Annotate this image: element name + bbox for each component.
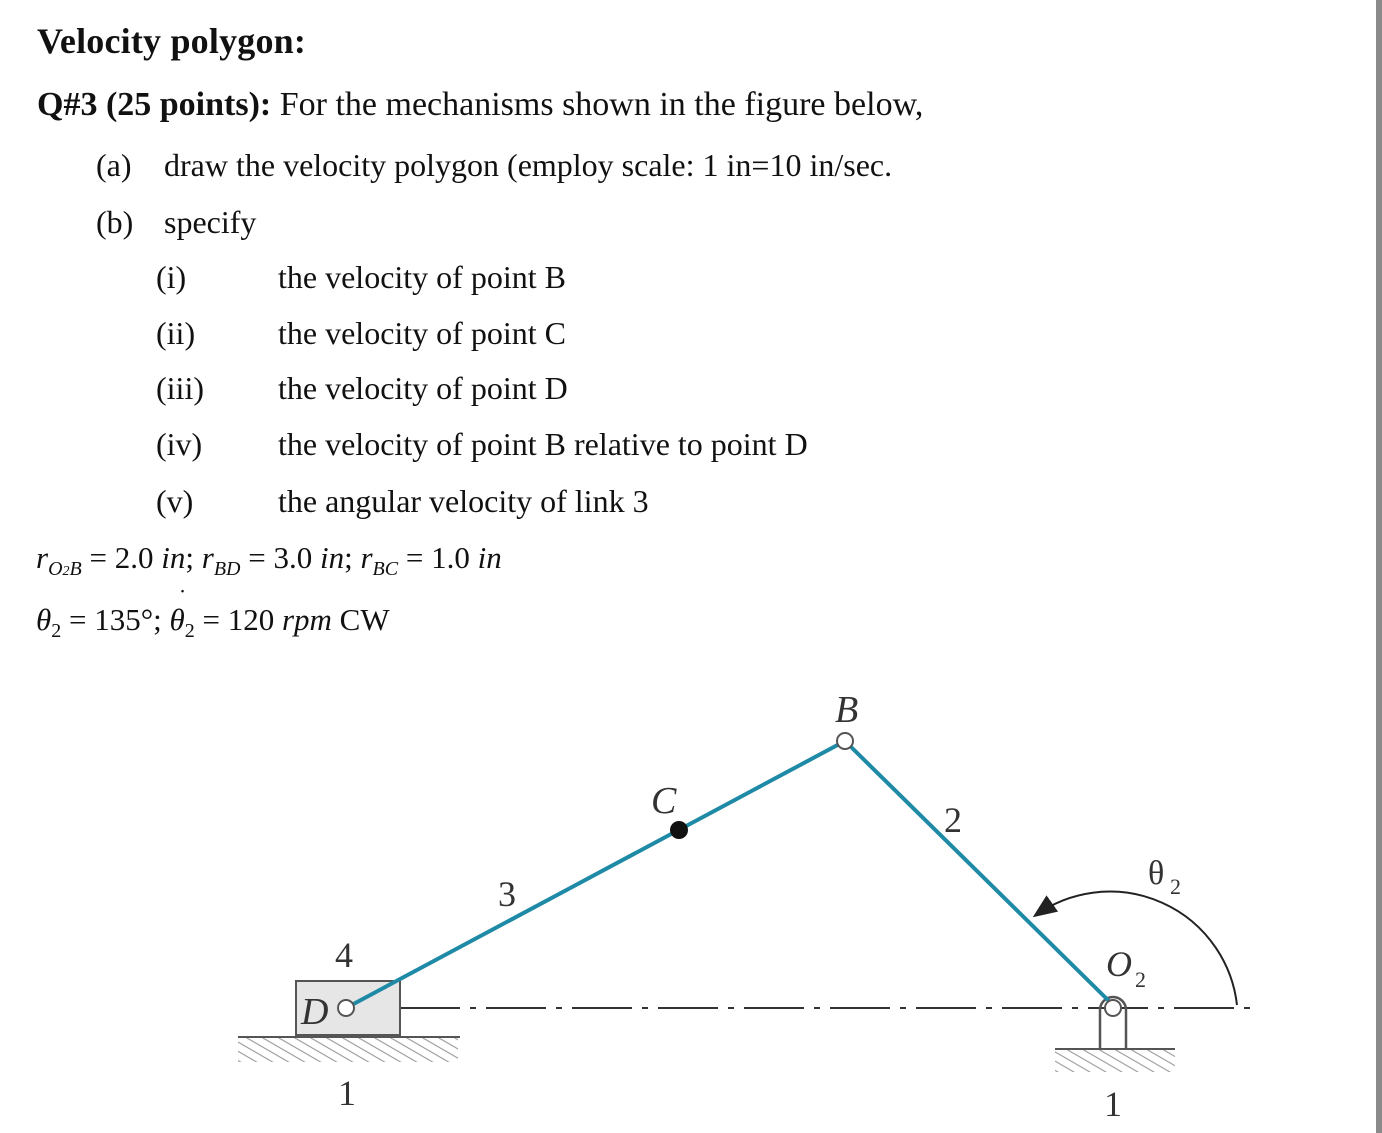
r-o2b-value: = 2.0 xyxy=(89,540,154,575)
page-title: Velocity polygon: xyxy=(37,21,307,61)
subpart-v-text: the angular velocity of link 3 xyxy=(278,483,649,519)
label-link-4: 4 xyxy=(335,935,353,975)
left-ground-hatch xyxy=(238,1038,458,1062)
r-bd-value: = 3.0 xyxy=(248,540,313,575)
right-ground-hatch xyxy=(1055,1050,1175,1072)
question-label: Q#3 (25 points): xyxy=(37,86,272,123)
subpart-ii-text: the velocity of point C xyxy=(278,315,566,351)
r-bd-unit: in xyxy=(319,540,345,575)
subpart-iii-label: (iii) xyxy=(156,370,204,406)
joint-o2 xyxy=(1105,1000,1121,1016)
given-lengths-equation: $r_{O2B} = 2.0$ in; $r_{BD} = 3.0$ in; $r_{BC} = 1.0$ in xyxy=(36,540,502,581)
label-theta2-subscript: 2 xyxy=(1170,874,1181,899)
link-3 xyxy=(346,741,845,1008)
rpm-unit: rpm xyxy=(281,602,332,637)
subpart-iv-text: the velocity of point B relative to point D xyxy=(278,426,808,462)
subpart-ii-label: (ii) xyxy=(156,315,196,351)
joint-b xyxy=(837,733,853,749)
joint-d xyxy=(338,1000,354,1016)
label-link-3: 3 xyxy=(498,874,516,914)
link-2 xyxy=(845,741,1113,1005)
subpart-i-label: (i) xyxy=(156,259,187,295)
subpart-iii-text: the velocity of point D xyxy=(278,370,568,406)
given-angles-equation: $\theta_2 = 135^\circ$; θ ˙ $_2$ = 120 rpm CW xyxy=(36,586,390,643)
question-text: For the mechanisms shown in the figure below, xyxy=(279,86,924,123)
label-o2-subscript: 2 xyxy=(1135,967,1146,992)
part-b-text: specify xyxy=(164,204,257,240)
label-o2: O xyxy=(1106,944,1132,984)
subpart-iv-label: (iv) xyxy=(156,426,203,462)
r-bc-unit: in xyxy=(477,540,502,575)
r-bc-value: = 1.0 xyxy=(405,540,470,575)
label-d: D xyxy=(301,991,329,1033)
label-ground-right: 1 xyxy=(1104,1084,1122,1124)
part-a-label: (a) xyxy=(96,147,132,183)
point-c xyxy=(670,821,688,839)
subpart-i-text: the velocity of point B xyxy=(278,259,566,295)
part-a-text: draw the velocity polygon (employ scale: 1 in=10 in/sec. xyxy=(164,147,893,183)
rotation-direction: CW xyxy=(339,602,390,637)
label-ground-left: 1 xyxy=(338,1073,356,1113)
label-c: C xyxy=(651,780,677,822)
part-b-label: (b) xyxy=(96,204,134,240)
label-theta2: θ xyxy=(1148,855,1165,892)
r-o2b-unit: in xyxy=(161,540,186,575)
label-link-2: 2 xyxy=(944,800,962,840)
subpart-v-label: (v) xyxy=(156,483,194,519)
theta2-value: = 135°; xyxy=(68,602,162,637)
theta2dot-value: = 120 xyxy=(202,602,275,637)
label-b: B xyxy=(835,689,859,731)
